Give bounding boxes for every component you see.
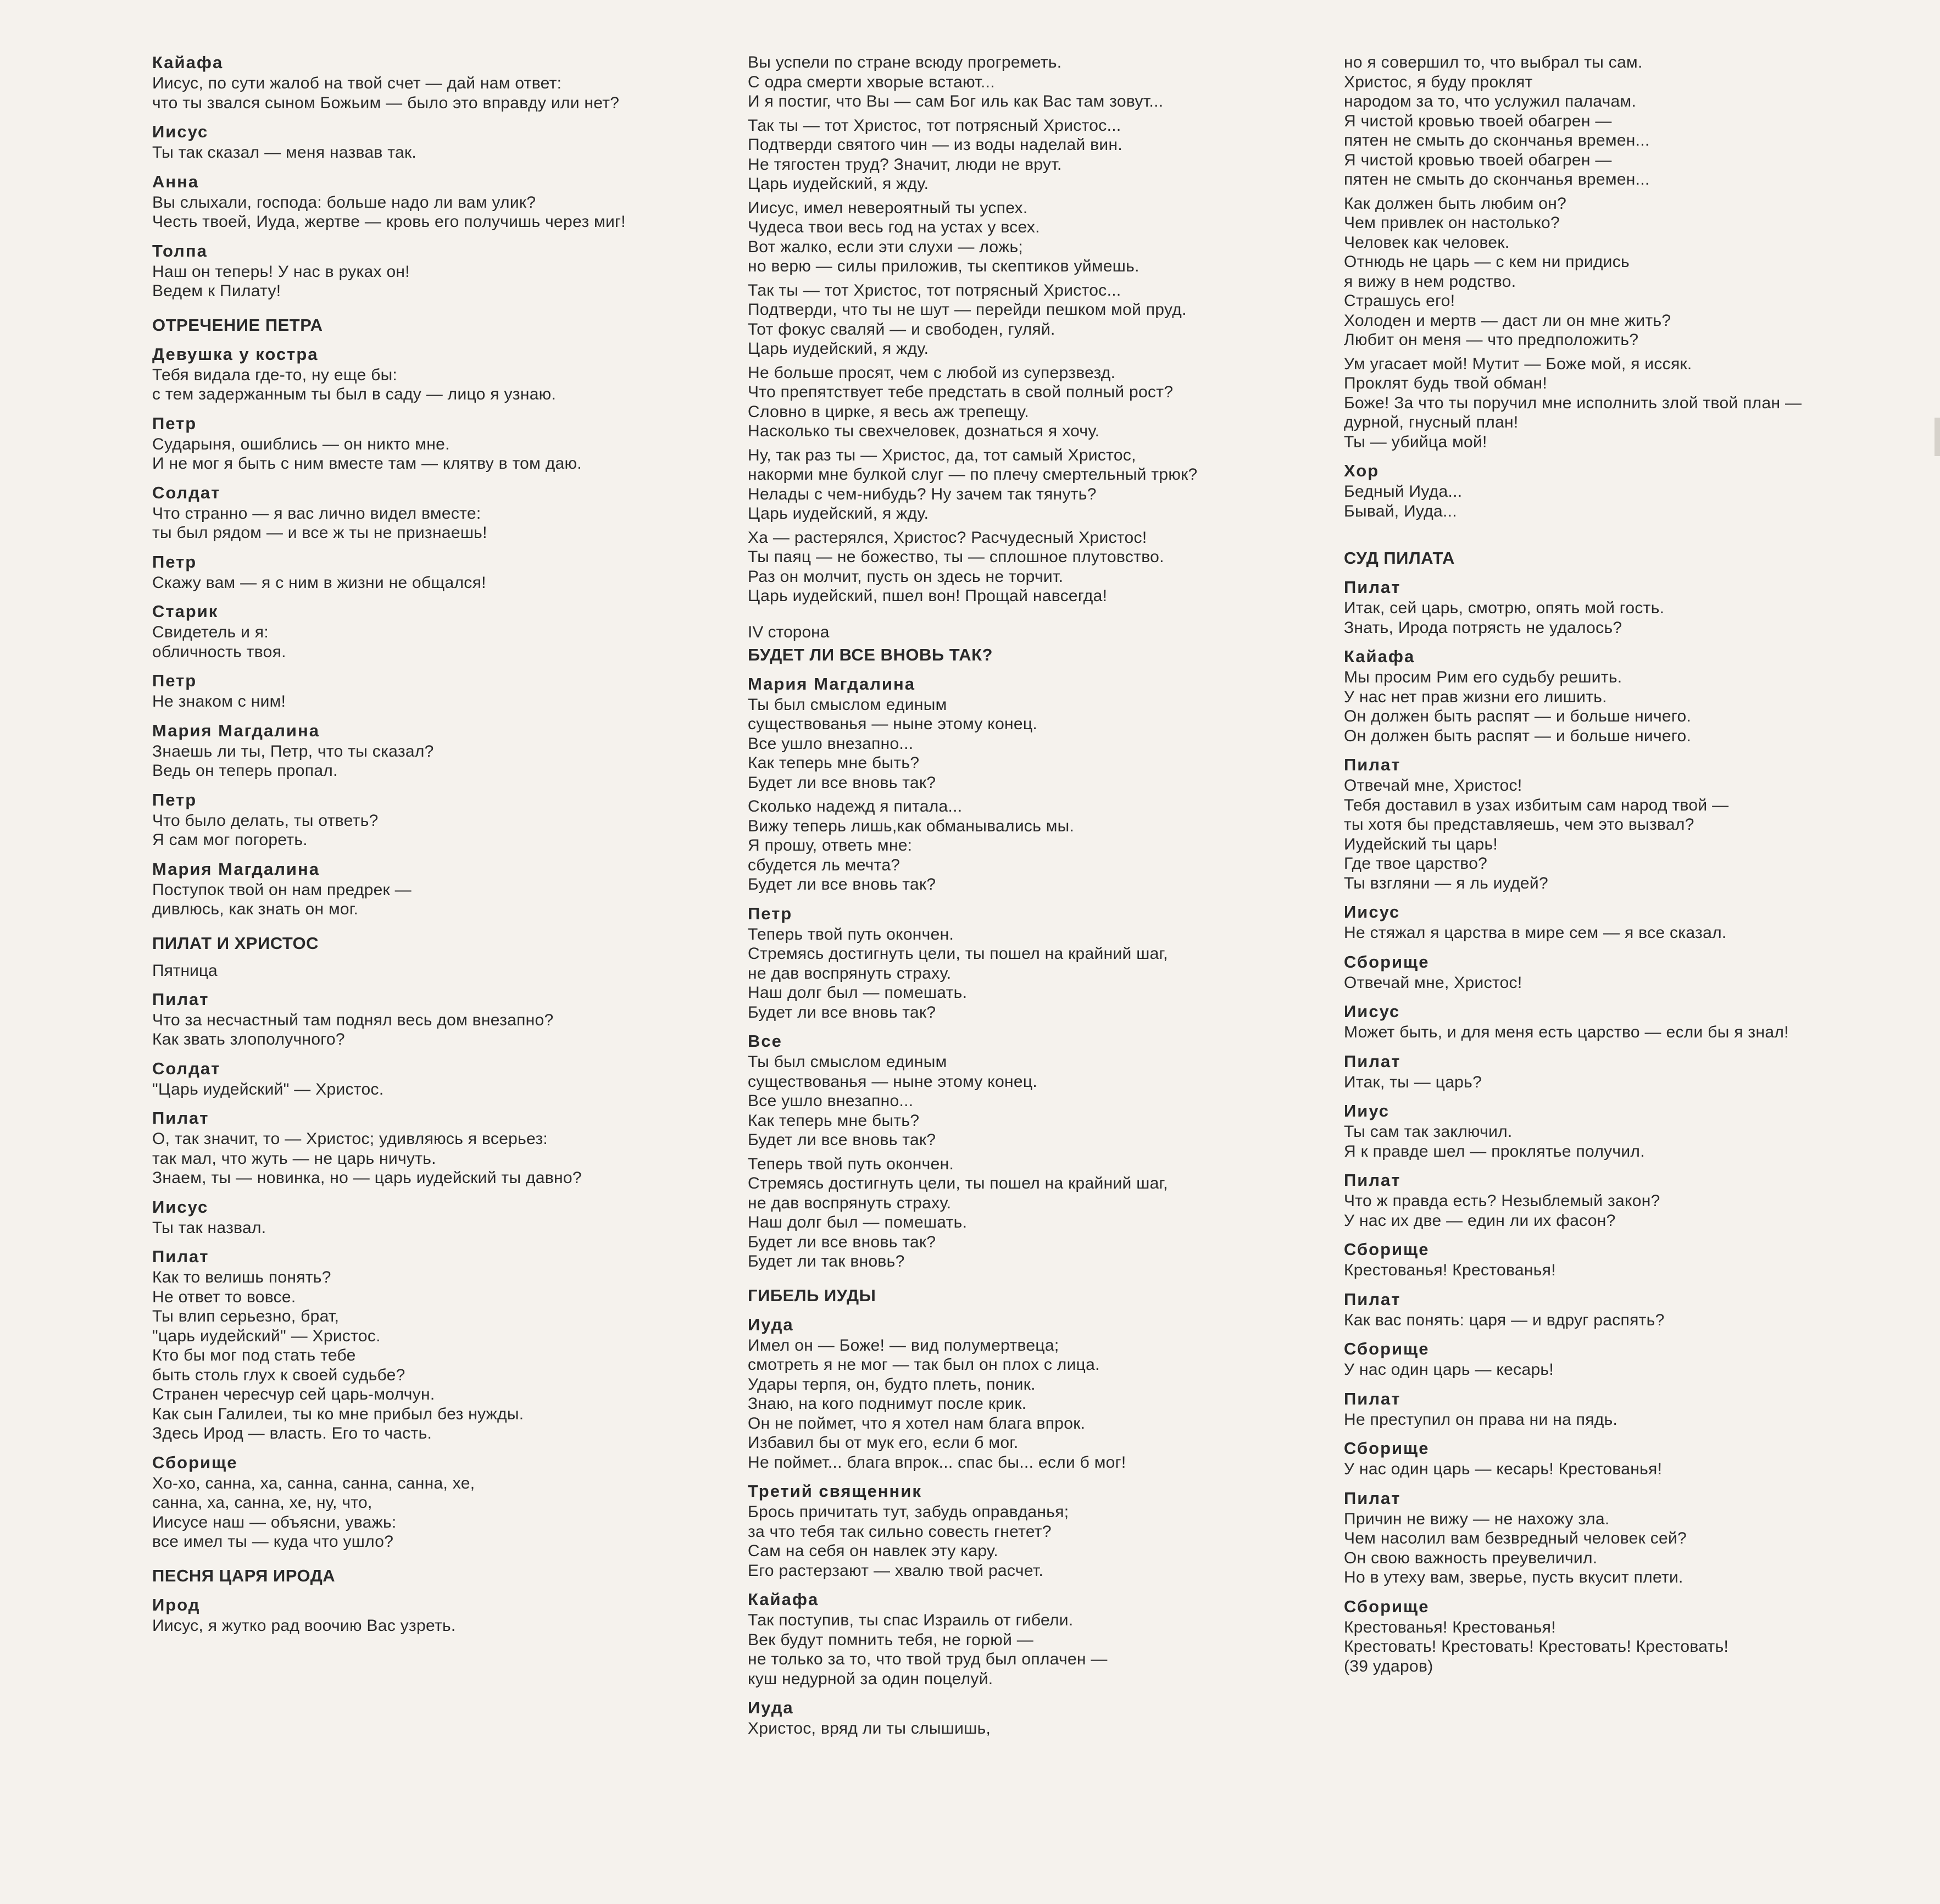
lyric-line: Сам на себя он навлек эту кару. — [748, 1542, 998, 1560]
lyric-line: Проклят будь твой обман! — [1344, 374, 1547, 392]
lyric-line: Чем привлек он настолько? — [1344, 214, 1560, 232]
lyric-line: все имел ты — куда что ушло? — [152, 1533, 394, 1551]
lyric-line: пятен не смыть до скончанья времен... — [1344, 131, 1650, 149]
lyric-line: Вот жалко, если эти слухи — ложь; — [748, 237, 1024, 256]
speaker-name: Солдат — [152, 1058, 221, 1078]
lyric-line: Крестованья! Крестованья! — [1344, 1261, 1556, 1279]
lyric-line: с тем задержанным ты был в саду — лицо я узнаю. — [152, 385, 557, 403]
lyric-line: Вы слыхали, господа: больше надо ли вам улик? — [152, 193, 536, 212]
lyric-line: Сколько надежд я питала... — [748, 797, 963, 815]
lyric-line: Вижу теперь лишь,как обманывались мы. — [748, 817, 1075, 835]
lyric-line: Ты влип серьезно, брат, — [152, 1307, 340, 1325]
lyric-line: Честь твоей, Иуда, жертве — кровь его получишь через миг! — [152, 213, 626, 231]
lyric-line: Что за несчастный там поднял весь дом внезапно? — [152, 1011, 554, 1029]
lyric-line: Мы просим Рим его судьбу решить. — [1344, 668, 1622, 686]
lyric-line: Наш он теперь! У нас в руках он! — [152, 262, 410, 281]
lyric-line: Бывай, Иуда... — [1344, 502, 1457, 520]
speaker-name: Петр — [152, 671, 197, 690]
lyric-line: И не мог я быть с ним вместе там — клятву в том даю. — [152, 454, 582, 473]
lyric-line: Кто бы мог под стать тебе — [152, 1346, 356, 1364]
lyric-line: Насколько ты свехчеловек, дознаться я хочу. — [748, 422, 1100, 440]
lyric-line: Так ты — тот Христос, тот потрясный Христос... — [748, 281, 1121, 299]
lyric-line: Ведем к Пилату! — [152, 282, 281, 300]
record-side-label: IV сторона — [748, 623, 830, 641]
lyric-line: Иисус, имел невероятный ты успех. — [748, 198, 1028, 217]
lyric-line: народом за то, что услужил палачам. — [1344, 92, 1637, 110]
lyric-line: Человек как человек. — [1344, 233, 1510, 252]
lyric-line: Стремясь достигнуть цели, ты пошел на крайний шаг, — [748, 945, 1168, 963]
lyric-line: У нас их две — един ли их фасон? — [1344, 1211, 1616, 1230]
lyric-line: Иисус, я жутко рад воочию Вас узреть. — [152, 1616, 456, 1635]
lyric-line: Что ж правда есть? Незыблемый закон? — [1344, 1192, 1660, 1210]
speaker-name: Старик — [152, 602, 219, 621]
lyric-line: Не поймет... блага впрок... спас бы... если б мог! — [748, 1453, 1126, 1472]
lyric-line: ты был рядом — и все ж ты не признаешь! — [152, 524, 487, 542]
lyrics-column-1 — [152, 53, 702, 1635]
lyric-line: Тебя доставил в узах избитым сам народ твой — — [1344, 796, 1729, 814]
lyric-line: Ведь он теперь пропал. — [152, 762, 338, 780]
lyric-line: Сударыня, ошиблись — он никто мне. — [152, 435, 450, 453]
lyric-line: Чудеса твои весь год на устах у всех. — [748, 218, 1040, 236]
lyric-line: Его растерзают — хвалю твой расчет. — [748, 1561, 1044, 1580]
lyric-line: Все ушло внезапно... — [748, 734, 914, 753]
lyric-line: Как теперь мне быть? — [748, 1111, 920, 1130]
lyric-line: так мал, что жуть — не царь ничуть. — [152, 1149, 436, 1168]
lyric-line: за что тебя так сильно совесть гнетет? — [748, 1522, 1052, 1541]
speaker-name: Сборище — [1344, 952, 1430, 972]
lyric-line: Так ты — тот Христос, тот потрясный Христос... — [748, 116, 1121, 135]
section-heading: БУДЕТ ЛИ ВСЕ ВНОВЬ ТАК? — [748, 645, 993, 664]
speaker-name: Мария Магдалина — [152, 720, 320, 740]
speaker-name: Пилат — [1344, 578, 1401, 597]
lyric-line: Ты был смыслом единым — [748, 695, 947, 714]
speaker-name: Иисус — [152, 122, 209, 141]
speaker-name: Третий священник — [748, 1481, 922, 1501]
section-heading: ОТРЕЧЕНИЕ ПЕТРА — [152, 315, 323, 335]
lyric-line: Иисус, по сути жалоб на твой счет — дай нам ответ: — [152, 74, 562, 92]
section-heading: СУД ПИЛАТА — [1344, 548, 1455, 568]
lyric-line: Свидетель и я: — [152, 623, 269, 641]
lyric-line: Отнюдь не царь — с кем ни придись — [1344, 253, 1630, 271]
section-heading: ГИБЕЛЬ ИУДЫ — [748, 1285, 876, 1305]
lyric-line: (39 ударов) — [1344, 1657, 1433, 1675]
lyric-line: Знаем, ты — новинка, но — царь иудейский ты давно? — [152, 1169, 582, 1187]
speaker-name: Сборище — [1344, 1439, 1430, 1458]
lyric-line: Отвечай мне, Христос! — [1344, 973, 1522, 992]
speaker-name: Иуда — [748, 1698, 794, 1717]
lyric-line: Странен чересчур сей царь-молчун. — [152, 1385, 435, 1403]
section-heading: ПЕСНЯ ЦАРЯ ИРОДА — [152, 1566, 336, 1585]
lyric-line: Наш долг был — помешать. — [748, 984, 968, 1002]
lyric-line: Век будут помнить тебя, не горюй — — [748, 1630, 1034, 1649]
speaker-name: Пилат — [152, 989, 209, 1009]
lyric-line: ты хотя бы представляешь, чем это вызвал? — [1344, 815, 1694, 834]
lyric-line: Будет ли все вновь так? — [748, 875, 936, 893]
speaker-name: Солдат — [152, 482, 221, 502]
lyric-line: я вижу в нем родство. — [1344, 272, 1516, 291]
speaker-name: Мария Магдалина — [152, 859, 320, 879]
lyric-line: Любит он меня — что предположить? — [1344, 331, 1639, 349]
lyric-line: дурной, гнусный план! — [1344, 413, 1519, 431]
lyric-line: Тот фокус сваляй — и свободен, гуляй. — [748, 320, 1055, 338]
speaker-name: Ирод — [152, 1595, 201, 1614]
lyric-line: не только за то, что твой труд был оплачен — — [748, 1650, 1108, 1668]
lyric-line: Как вас понять: царя — и вдруг распять? — [1344, 1311, 1665, 1329]
lyric-line: Христос, вряд ли ты слышишь, — [748, 1719, 991, 1738]
lyric-line: существованья — ныне этому конец. — [748, 715, 1038, 733]
lyric-line: Подтверди, что ты не шут — перейди пешком мой пруд. — [748, 301, 1187, 319]
lyric-line: Скажу вам — я с ним в жизни не общался! — [152, 573, 486, 592]
lyric-line: Он должен быть распят — и больше ничего. — [1344, 707, 1692, 725]
lyric-line: существованья — ныне этому конец. — [748, 1072, 1038, 1091]
lyric-line: Царь иудейский, я жду. — [748, 340, 929, 358]
lyric-line: И я постиг, что Вы — сам Бог иль как Вас там зовут... — [748, 92, 1164, 110]
lyric-line: Может быть, и для меня есть царство — если бы я знал! — [1344, 1023, 1789, 1041]
speaker-name: Пилат — [1344, 1389, 1401, 1408]
speaker-name: Петр — [152, 790, 197, 809]
lyric-line: Бедный Иуда... — [1344, 482, 1463, 501]
lyric-line: Как сын Галилеи, ты ко мне прибыл без нужды. — [152, 1405, 524, 1423]
lyric-line: Будет ли все вновь так? — [748, 1131, 936, 1149]
lyric-line: Иисусе наш — объясни, уважь: — [152, 1513, 397, 1531]
lyric-line: Ну, так раз ты — Христос, да, тот самый Христос, — [748, 446, 1136, 464]
lyric-line: Будет ли все вновь так? — [748, 1233, 936, 1251]
lyric-line: смотреть я не мог — так был он плох с лица. — [748, 1356, 1100, 1374]
lyric-line: Так поступив, ты спас Израиль от гибели. — [748, 1611, 1074, 1629]
lyric-line: обличность твоя. — [152, 642, 286, 661]
lyric-line: Ты паяц — не божество, ты — сплошное плутовство. — [748, 548, 1164, 566]
lyrics-column-2 — [748, 53, 1314, 1739]
lyric-line: Он свою важность преувеличил. — [1344, 1548, 1598, 1567]
lyric-line: Что было делать, ты ответь? — [152, 811, 379, 830]
lyric-line: Христос, я буду проклят — [1344, 73, 1533, 91]
lyric-line: не дав воспрянуть страху. — [748, 1194, 952, 1212]
lyric-line: дивлюсь, как знать он мог. — [152, 900, 359, 918]
lyric-line: быть столь глух к своей судьбе? — [152, 1365, 405, 1384]
lyric-line: но я совершил то, что выбрал ты сам. — [1344, 53, 1643, 71]
speaker-name: Пилат — [1344, 1170, 1401, 1190]
lyric-line: С одра смерти хворые встают... — [748, 73, 995, 91]
speaker-name: Пилат — [1344, 755, 1401, 774]
lyric-line: Наш долг был — помешать. — [748, 1213, 968, 1231]
lyric-line: Не ответ то вовсе. — [152, 1287, 296, 1306]
lyric-line: Раз он молчит, пусть он здесь не торчит. — [748, 567, 1064, 586]
lyric-line: Не тягостен труд? Значит, люди не врут. — [748, 155, 1062, 174]
lyric-line: Холоден и мертв — даст ли он мне жить? — [1344, 311, 1671, 330]
lyric-line: Я чистой кровью твоей обагрен — — [1344, 151, 1612, 169]
lyric-line: Я чистой кровью твоей обагрен — — [1344, 112, 1612, 130]
speaker-name: Сборище — [1344, 1596, 1430, 1616]
lyric-line: Ты был смыслом единым — [748, 1053, 947, 1071]
speaker-name: Анна — [152, 171, 199, 191]
speaker-name: Пилат — [152, 1247, 209, 1266]
lyric-line: Причин не вижу — не нахожу зла. — [1344, 1509, 1610, 1528]
lyric-line: "царь иудейский" — Христос. — [152, 1326, 381, 1345]
speaker-name: Сборище — [1344, 1339, 1430, 1358]
lyric-line: Ты так назвал. — [152, 1218, 266, 1237]
speaker-name: Иисус — [152, 1197, 209, 1217]
speaker-name: Иисус — [1344, 1002, 1400, 1021]
speaker-name: Петр — [748, 903, 793, 923]
lyric-line: "Царь иудейский" — Христос. — [152, 1080, 384, 1098]
lyric-line: Удары терпя, он, будто плеть, поник. — [748, 1375, 1036, 1394]
lyric-line: Я сам мог погореть. — [152, 831, 308, 849]
speaker-name: Сборище — [152, 1452, 238, 1472]
lyric-line: Имел он — Боже! — вид полумертвеца; — [748, 1336, 1059, 1355]
speaker-name: Все — [748, 1031, 782, 1051]
speaker-name: Петр — [152, 413, 197, 433]
lyric-line: Он не поймет, что я хотел нам блага впрок. — [748, 1414, 1086, 1433]
lyric-line: Будет ли все вновь так? — [748, 1003, 936, 1022]
speaker-name: Пилат — [1344, 1289, 1401, 1309]
stage-note: Пятница — [152, 961, 218, 980]
lyric-line: Знаю, на кого поднимут после крик. — [748, 1395, 1027, 1413]
lyric-line: Царь иудейский, я жду. — [748, 504, 929, 523]
lyric-line: Он должен быть распят — и больше ничего. — [1344, 726, 1692, 745]
lyric-line: Иудейский ты царь! — [1344, 835, 1498, 853]
section-heading: ПИЛАТ И ХРИСТОС — [152, 933, 319, 953]
lyric-line: Не знаком с ним! — [152, 692, 286, 710]
lyric-line: санна, ха, санна, хе, ну, что, — [152, 1494, 373, 1512]
lyric-line: Ты сам так заключил. — [1344, 1123, 1513, 1141]
lyric-line: Я прошу, ответь мне: — [748, 836, 913, 854]
lyric-line: О, так значит, то — Христос; удивляюсь я всерьез: — [152, 1130, 548, 1148]
lyric-line: Не преступил он права ни на пядь. — [1344, 1410, 1618, 1429]
lyric-line: У нас один царь — кесарь! Крестованья! — [1344, 1460, 1663, 1478]
lyric-line: Ты так сказал — меня назвав так. — [152, 143, 417, 162]
lyric-line: Крестовать! Крестовать! Крестовать! Крестовать! — [1344, 1637, 1729, 1656]
lyric-line: Хо-хо, санна, ха, санна, санна, санна, хе, — [152, 1474, 475, 1492]
lyric-line: Ты взгляни — я ль иудей? — [1344, 874, 1548, 892]
speaker-name: Хор — [1344, 461, 1380, 480]
speaker-name: Мария Магдалина — [748, 674, 915, 693]
lyric-line: У нас нет прав жизни его лишить. — [1344, 687, 1607, 706]
lyric-line: но верю — силы приложив, ты скептиков уймешь. — [748, 257, 1139, 275]
lyric-line: Не стяжал я царства в мире сем — я все сказал. — [1344, 924, 1727, 942]
lyric-line: Нелады с чем-нибудь? Ну зачем так тянуть? — [748, 485, 1097, 503]
lyric-line: У нас один царь — кесарь! — [1344, 1361, 1554, 1379]
page-edge-shadow — [1935, 418, 1940, 456]
lyric-line: Теперь твой путь окончен. — [748, 1154, 954, 1173]
speaker-name: Петр — [152, 552, 197, 571]
lyric-line: Стремясь достигнуть цели, ты пошел на крайний шаг, — [748, 1174, 1168, 1192]
speaker-name: Ииус — [1344, 1101, 1390, 1120]
speaker-name: Кайафа — [748, 1590, 819, 1609]
speaker-name: Иисус — [1344, 902, 1400, 922]
lyric-line: не дав воспрянуть страху. — [748, 964, 952, 982]
lyric-line: Будет ли так вновь? — [748, 1252, 905, 1270]
lyric-line: Итак, ты — царь? — [1344, 1073, 1482, 1091]
lyric-line: куш недурной за один поцелуй. — [748, 1669, 993, 1688]
lyric-line: Что странно — я вас лично видел вместе: — [152, 504, 481, 523]
speaker-name: Кайафа — [152, 53, 224, 72]
lyric-line: Подтверди святого чин — из воды наделай вин. — [748, 136, 1122, 154]
lyric-line: Теперь твой путь окончен. — [748, 925, 954, 943]
lyric-line: Как теперь мне быть? — [748, 754, 920, 772]
lyric-line: Итак, сей царь, смотрю, опять мой гость. — [1344, 599, 1665, 617]
lyric-line: Как должен быть любим он? — [1344, 194, 1567, 213]
lyric-line: Словно в цирке, я весь аж трепещу. — [748, 402, 1029, 421]
lyric-line: Но в утеху вам, зверье, пусть вкусит плети. — [1344, 1568, 1683, 1586]
lyric-line: Все ушло внезапно... — [748, 1092, 914, 1110]
lyric-line: Как звать злополучного? — [152, 1030, 345, 1048]
lyric-line: Где твое царство? — [1344, 854, 1488, 873]
lyric-line: что ты звался сыном Божьим — было это вправду или нет? — [152, 93, 620, 112]
lyric-line: Ха — растерялся, Христос? Расчудесный Христос! — [748, 528, 1147, 547]
lyric-line: Царь иудейский, я жду. — [748, 175, 929, 193]
lyric-line: Ты — убийца мой! — [1344, 432, 1487, 451]
lyric-line: Избавил бы от мук его, если б мог. — [748, 1434, 1019, 1452]
speaker-name: Пилат — [152, 1108, 209, 1128]
lyric-line: Знаешь ли ты, Петр, что ты сказал? — [152, 742, 434, 761]
lyric-line: Что препятствует тебе предстать в свой полный рост? — [748, 383, 1174, 401]
speaker-name: Пилат — [1344, 1051, 1401, 1071]
speaker-name: Иуда — [748, 1314, 794, 1334]
lyric-line: Поступок твой он нам предрек — — [152, 880, 412, 899]
lyric-line: Тебя видала где-то, ну еще бы: — [152, 365, 398, 384]
lyric-line: Брось причитать тут, забудь оправданья; — [748, 1503, 1069, 1521]
speaker-name: Кайафа — [1344, 647, 1415, 666]
speaker-name: Девушка у костра — [152, 344, 319, 364]
lyric-line: Не больше просят, чем с любой из суперзвезд. — [748, 363, 1116, 382]
lyric-line: Страшусь его! — [1344, 292, 1455, 310]
lyric-line: Знать, Ирода потрясть не удалось? — [1344, 618, 1622, 637]
speaker-name: Пилат — [1344, 1488, 1401, 1508]
lyric-line: Будет ли все вновь так? — [748, 773, 936, 792]
speaker-name: Сборище — [1344, 1240, 1430, 1259]
lyric-line: Крестованья! Крестованья! — [1344, 1618, 1556, 1636]
lyric-line: Здесь Ирод — власть. Его то часть. — [152, 1424, 432, 1442]
lyric-line: Чем насолил вам безвредный человек сей? — [1344, 1529, 1687, 1547]
lyric-line: пятен не смыть до скончанья времен... — [1344, 170, 1650, 188]
lyric-line: Как то велишь понять? — [152, 1268, 331, 1286]
lyrics-column-3 — [1344, 53, 1915, 1676]
lyric-line: Вы успели по стране всюду прогреметь. — [748, 53, 1062, 71]
lyric-line: Ум угасает мой! Мутит — Боже мой, я иссяк. — [1344, 354, 1692, 373]
lyric-line: Отвечай мне, Христос! — [1344, 776, 1522, 795]
lyric-line: Царь иудейский, пшел вон! Прощай навсегда! — [748, 587, 1108, 605]
lyric-line: сбудется ль мечта? — [748, 856, 900, 874]
speaker-name: Толпа — [152, 241, 208, 260]
lyric-line: Боже! За что ты поручил мне исполнить злой твой план — — [1344, 393, 1802, 412]
lyric-line: Я к правде шел — проклятье получил. — [1344, 1142, 1645, 1161]
lyric-line: накорми мне булкой слуг — по плечу смертельный трюк? — [748, 465, 1198, 484]
